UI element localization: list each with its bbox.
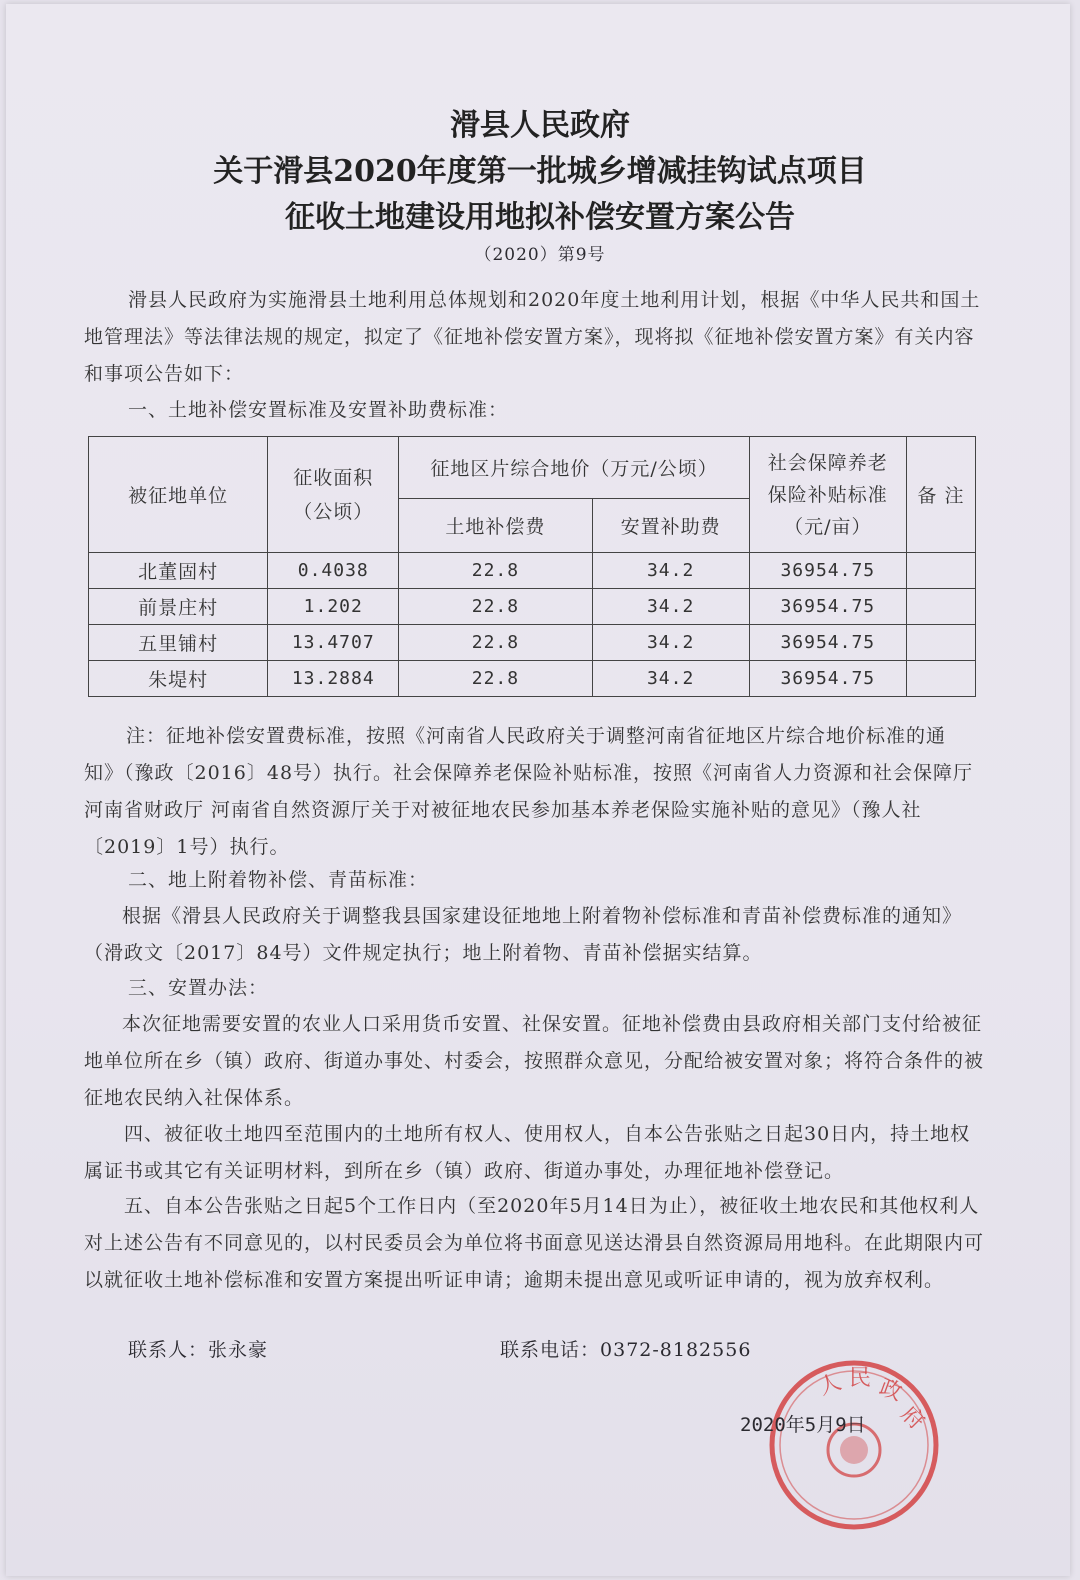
header-note: 备 注: [906, 437, 975, 553]
cell-area: 0.4038: [268, 553, 399, 589]
section-2-title: 二、地上附着物补偿、青苗标准：: [128, 869, 429, 891]
cell-social-security: 36954.75: [749, 589, 906, 625]
cell-land-compensation: 22.8: [399, 553, 592, 589]
cell-unit: 前景庄村: [89, 589, 268, 625]
cell-area: 13.2884: [268, 661, 399, 697]
header-land-compensation: 土地补偿费: [399, 499, 592, 553]
section-4-paragraph: 四、被征收土地四至范围内的土地所有权人、使用权人，自本公告张贴之日起30日内，持土地权属证书或其它有关证明材料，到所在乡（镇）政府、街道办事处，办理征地补偿登记。: [84, 1123, 971, 1182]
header-resettlement: 安置补助费: [592, 499, 749, 553]
title-line-1: 滑县人民政府: [450, 108, 630, 143]
cell-area: 13.4707: [268, 625, 399, 661]
cell-land-compensation: 22.8: [399, 661, 592, 697]
contact-person: [128, 1335, 268, 1362]
title-line-2: 关于滑县2020年度第一批城乡增减挂钩试点项目: [213, 154, 867, 189]
contact-phone-label: 联系电话：: [500, 1339, 601, 1361]
issue-date: 2020年5月9日: [740, 1414, 866, 1436]
table-row: [89, 589, 976, 625]
section-5-paragraph: 五、自本公告张贴之日起5个工作日内（至2020年5月14日为止），被征收土地农民和其他权利人对上述公告有不同意见的，以村民委员会为单位将书面意见送达滑县自然资源局用地科。在此期限内可以就征收土地补偿标准和安置方案提出听证申请；逾期未提出意见或听证申请的，视为放弃权利。: [84, 1195, 985, 1291]
section-2-body: 根据《滑县人民政府关于调整我县国家建设征地地上附着物补偿标准和青苗补偿费标准的通知》（滑政文〔2017〕84号）文件规定执行；地上附着物、青苗补偿据实结算。: [84, 905, 963, 964]
contact-person-label: 联系人：: [128, 1339, 209, 1361]
svg-text:府: 府: [895, 1401, 930, 1435]
header-unit: 被征地单位: [89, 437, 268, 553]
cell-social-security: 36954.75: [749, 553, 906, 589]
table-row: [89, 553, 976, 589]
contact-person-name: 张永豪: [208, 1339, 269, 1361]
section-3-title: 三、安置办法：: [128, 977, 269, 999]
table-row: [89, 625, 976, 661]
svg-text:人: 人: [815, 1369, 845, 1401]
document-number: （2020）第9号: [474, 245, 606, 265]
cell-resettlement: 34.2: [592, 661, 749, 697]
cell-note: [906, 661, 975, 697]
title-line-3: 征收土地建设用地拟补偿安置方案公告: [285, 200, 795, 235]
cell-note: [906, 553, 975, 589]
cell-resettlement: 34.2: [592, 625, 749, 661]
cell-note: [906, 589, 975, 625]
cell-resettlement: 34.2: [592, 553, 749, 589]
header-price-group: 征地区片综合地价（万元/公顷）: [399, 437, 749, 499]
contact-phone: [500, 1335, 751, 1362]
cell-unit: 北董固村: [89, 553, 268, 589]
cell-area: 1.202: [268, 589, 399, 625]
compensation-table: [88, 436, 976, 697]
cell-note: [906, 625, 975, 661]
svg-text:民: 民: [849, 1366, 872, 1391]
svg-text:政: 政: [875, 1375, 906, 1407]
table-row: [89, 661, 976, 697]
official-seal-stamp: [764, 1355, 944, 1535]
cell-social-security: 36954.75: [749, 625, 906, 661]
header-social-security: 社会保障养老 保险补贴标准 （元/亩）: [749, 437, 906, 553]
cell-unit: 朱堤村: [89, 661, 268, 697]
table-note-paragraph: 注：征地补偿安置费标准，按照《河南省人民政府关于调整河南省征地区片综合地价标准的通知》（豫政〔2016〕48号）执行。社会保障养老保险补贴标准，按照《河南省人力资源和社会保障厅 河南省财政厅 河南省自然资源厅关于对被征地农民参加基本养老保险实施补贴的意见》（豫人社〔2019〕1号）执行。: [84, 725, 974, 858]
cell-land-compensation: 22.8: [399, 589, 592, 625]
intro-paragraph: 滑县人民政府为实施滑县土地利用总体规划和2020年度土地利用计划，根据《中华人民共和国土地管理法》等法律法规的规定，拟定了《征地补偿安置方案》，现将拟《征地补偿安置方案》有关内容和事项公告如下：: [84, 289, 981, 385]
section-1-title: 一、土地补偿安置标准及安置补助费标准：: [128, 399, 509, 421]
cell-social-security: 36954.75: [749, 661, 906, 697]
cell-unit: 五里铺村: [89, 625, 268, 661]
section-3-body: 本次征地需要安置的农业人口采用货币安置、社保安置。征地补偿费由县政府相关部门支付给被征地单位所在乡（镇）政府、街道办事处、村委会，按照群众意见，分配给被安置对象；将符合条件的被征地农民纳入社保体系。: [84, 1013, 985, 1109]
header-area: 征收面积 （公顷）: [268, 437, 399, 553]
cell-land-compensation: 22.8: [399, 625, 592, 661]
contact-phone-number: 0372-8182556: [600, 1339, 752, 1361]
cell-resettlement: 34.2: [592, 589, 749, 625]
